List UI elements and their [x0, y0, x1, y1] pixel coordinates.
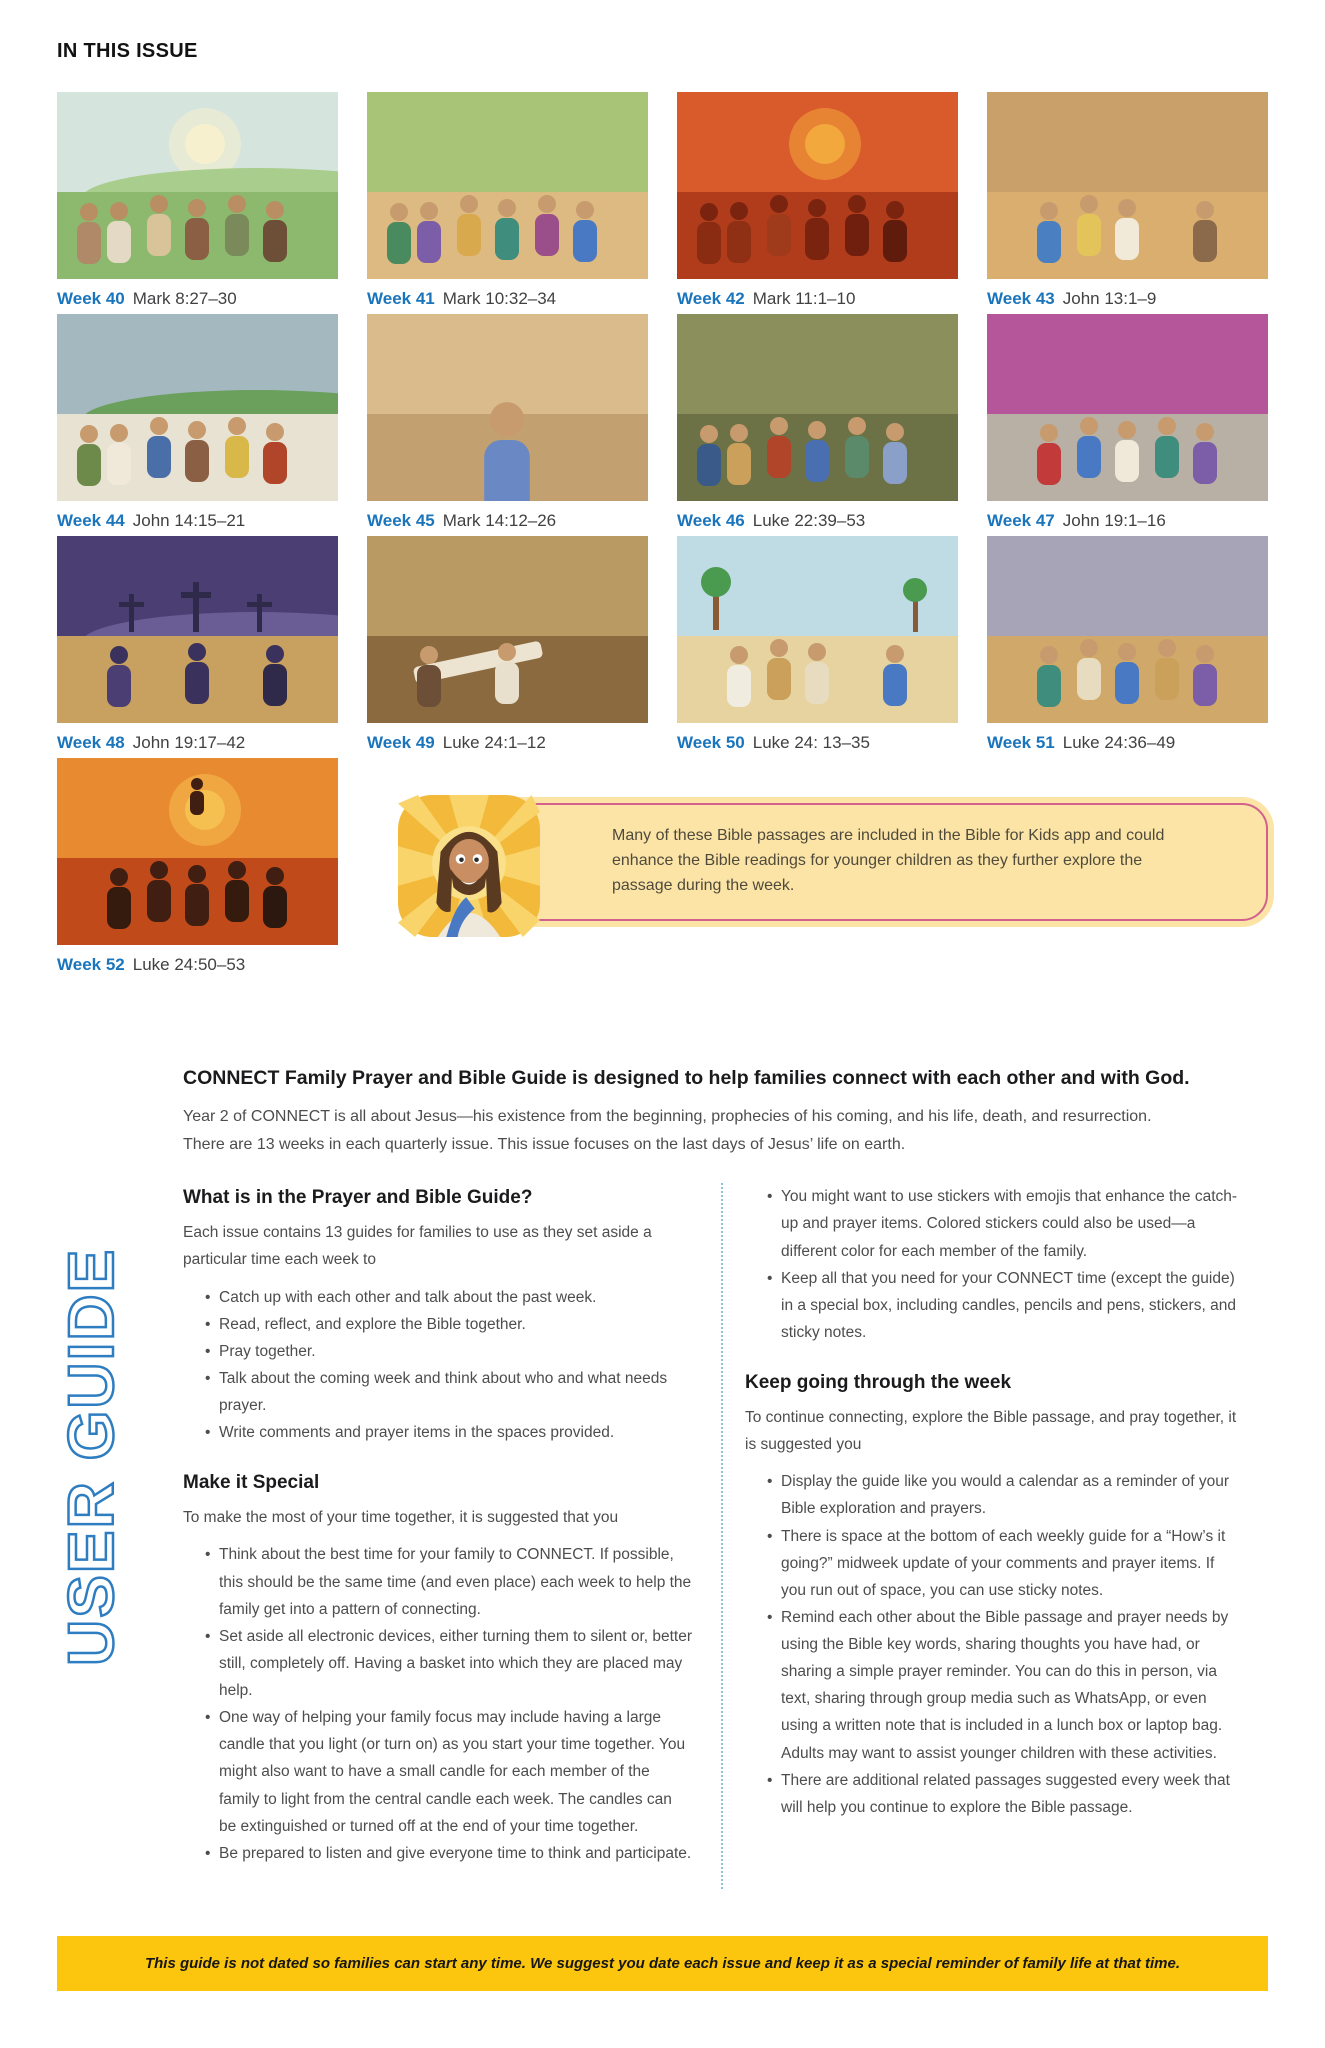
guide-intro-heading: CONNECT Family Prayer and Bible Guide is designed to help families connect with each other and with God.: [183, 1067, 1190, 1089]
guide-left-column: [183, 1183, 723, 1889]
section-heading: Keep going through the week: [745, 1372, 1012, 1394]
week-item: [987, 314, 1268, 532]
week-passage: Luke 24: 13–35: [752, 733, 870, 752]
week-item: [677, 314, 958, 532]
week-caption: [677, 732, 958, 754]
week-item: [677, 536, 958, 754]
week-label: Week 51: [987, 733, 1055, 752]
week-label: Week 41: [367, 289, 435, 308]
week52-callout-row: [57, 758, 1268, 998]
week-illustration: [677, 314, 958, 501]
week-passage: Luke 22:39–53: [752, 511, 866, 530]
week-passage: John 19:1–16: [1062, 511, 1166, 530]
week-illustration: [367, 314, 648, 501]
issue-grid: [57, 92, 1268, 754]
bullet-item: • There is space at the bottom of each weekly guide for a “How’s it going?” midweek update of your comments and prayer items. If you run out of space, you can use sticky notes.: [781, 1523, 1243, 1604]
week-caption: [677, 510, 958, 532]
callout-box: [478, 803, 1268, 921]
week-label: Week 49: [367, 733, 435, 752]
week-caption: [57, 954, 338, 976]
user-guide-section: [183, 1066, 1268, 1889]
week-passage: Mark 10:32–34: [442, 289, 557, 308]
bullet-item: • Keep all that you need for your CONNECT time (except the guide) in a special box, including candles, pencils and pens, stickers, and sticky notes.: [781, 1265, 1243, 1346]
bullet-item: • Pray together.: [219, 1338, 693, 1365]
week-label: Week 40: [57, 289, 125, 308]
section-lead: Each issue contains 13 guides for families to use as they set aside a particular time each week to: [183, 1224, 652, 1269]
week-item: [57, 92, 338, 310]
bullet-item: • Think about the best time for your family to CONNECT. If possible, this should be the same time (and even place) each week to help the family get into a pattern of connecting.: [219, 1541, 693, 1622]
week-caption: [987, 288, 1268, 310]
week-label: Week 46: [677, 511, 745, 530]
week-caption: [57, 510, 338, 532]
bullet-list: [183, 1284, 693, 1447]
bullet-list: [745, 1468, 1243, 1821]
bullet-list: [183, 1541, 693, 1867]
week-label: Week 47: [987, 511, 1055, 530]
week-caption: [57, 288, 338, 310]
section-lead: To make the most of your time together, it is suggested that you: [183, 1509, 619, 1527]
week-illustration: [57, 758, 338, 945]
bullet-item: • Read, reflect, and explore the Bible together.: [219, 1311, 693, 1338]
week-item: [987, 536, 1268, 754]
bullet-item: • Write comments and prayer items in the spaces provided.: [219, 1419, 693, 1446]
week-caption: [367, 510, 648, 532]
week-item: [367, 314, 648, 532]
bullet-item: • You might want to use stickers with emojis that enhance the catch-up and prayer items. Colored stickers could also be used—a different color for each member of the family.: [781, 1183, 1243, 1264]
week-illustration: [367, 92, 648, 279]
app-callout: [398, 795, 1268, 955]
week-item: [57, 314, 338, 532]
guide-columns: [183, 1183, 1268, 1889]
bullet-list: [745, 1183, 1243, 1346]
week-caption: [987, 510, 1268, 532]
week-passage: Mark 8:27–30: [132, 289, 237, 308]
week-passage: Mark 11:1–10: [752, 289, 856, 308]
week-item: [57, 536, 338, 754]
guide-intro-body: Year 2 of CONNECT is all about Jesus—his existence from the beginning, prophecies of his coming, and his life, death, and resurrection. There are 13 weeks in each quarterly issue. This issue focuses on the last days of Jesus’ life on earth.: [183, 1108, 1152, 1154]
guide-right-column: [723, 1183, 1243, 1889]
footer-banner: [57, 1936, 1268, 1991]
bullet-item: • Display the guide like you would a calendar as a reminder of your Bible exploration and prayers.: [781, 1468, 1243, 1522]
week-label: Week 50: [677, 733, 745, 752]
week-item: [367, 536, 648, 754]
week-item: [57, 758, 338, 976]
page-title: IN THIS ISSUE: [57, 40, 198, 62]
week-caption: [57, 732, 338, 754]
callout-text: Many of these Bible passages are included in the Bible for Kids app and could enhance the Bible readings for younger children as they further explore the passage during the week.: [612, 827, 1165, 894]
week-item: [987, 92, 1268, 310]
week-caption: [987, 732, 1268, 754]
week-label: Week 43: [987, 289, 1055, 308]
week-label: Week 52: [57, 955, 125, 974]
week-illustration: [57, 92, 338, 279]
week-illustration: [987, 536, 1268, 723]
week-passage: Luke 24:36–49: [1062, 733, 1176, 752]
week-illustration: [987, 314, 1268, 501]
week-illustration: [57, 314, 338, 501]
week-caption: [677, 288, 958, 310]
section-heading: Make it Special: [183, 1472, 320, 1494]
section-heading: What is in the Prayer and Bible Guide?: [183, 1187, 533, 1209]
week-passage: Mark 14:12–26: [442, 511, 557, 530]
week-illustration: [987, 92, 1268, 279]
bullet-item: • Catch up with each other and talk about the past week.: [219, 1284, 693, 1311]
footer-banner-text: This guide is not dated so families can start any time. We suggest you date each issue and keep it as a special reminder of family life at that time.: [144, 1955, 1181, 1972]
week-label: Week 45: [367, 511, 435, 530]
week-passage: John 13:1–9: [1062, 289, 1157, 308]
week-label: Week 48: [57, 733, 125, 752]
week-passage: John 19:17–42: [132, 733, 246, 752]
user-guide-vertical-title: USER GUIDE: [55, 1247, 127, 1666]
bullet-item: • Talk about the coming week and think about who and what needs prayer.: [219, 1365, 693, 1419]
week-illustration: [57, 536, 338, 723]
week-label: Week 42: [677, 289, 745, 308]
bullet-item: • Be prepared to listen and give everyone time to think and participate.: [219, 1840, 693, 1867]
section-lead: To continue connecting, explore the Bible passage, and pray together, it is suggested you: [745, 1409, 1237, 1454]
bullet-item: • Remind each other about the Bible passage and prayer needs by using the Bible key words, sharing thoughts you have had, or sharing a simple prayer reminder. You can do this in person, via text, sharing through group media such as WhatsApp, or even using a written note that is included in a lunch box or laptop bag. Adults may want to assist younger children with these activities.: [781, 1604, 1243, 1767]
week-illustration: [677, 536, 958, 723]
bullet-item: • Set aside all electronic devices, either turning them to silent or, better still, completely off. Having a basket into which they are placed may help.: [219, 1623, 693, 1704]
week-passage: Luke 24:1–12: [442, 733, 546, 752]
bible-for-kids-app-icon: [398, 795, 540, 937]
week-passage: Luke 24:50–53: [132, 955, 246, 974]
week-illustration: [367, 536, 648, 723]
week-illustration: [677, 92, 958, 279]
week-caption: [367, 288, 648, 310]
week-passage: John 14:15–21: [132, 511, 246, 530]
week-label: Week 44: [57, 511, 125, 530]
bullet-item: • One way of helping your family focus may include having a large candle that you light (or turn on) as you start your time together. You might also want to have a small candle for each member of the family to light from the central candle each week. The candles can be extinguished or turned off at the end of your time together.: [219, 1704, 693, 1840]
week-caption: [367, 732, 648, 754]
week-item: [367, 92, 648, 310]
bullet-item: • There are additional related passages suggested every week that will help you continue to explore the Bible passage.: [781, 1767, 1243, 1821]
week-item: [677, 92, 958, 310]
